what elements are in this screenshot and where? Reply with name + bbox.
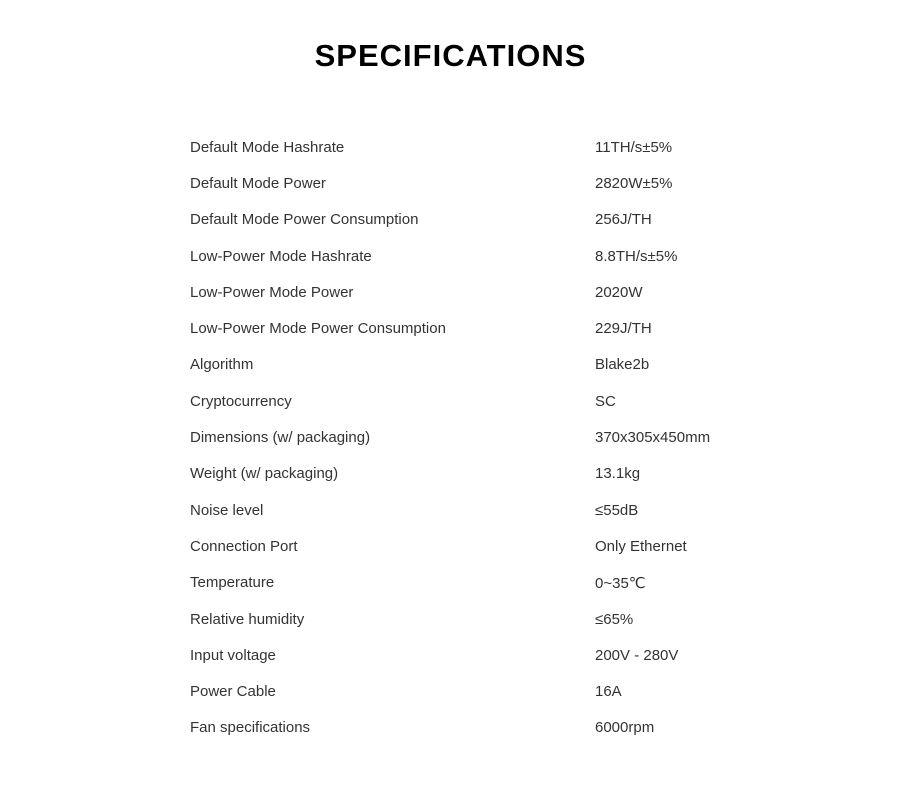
spec-label: Algorithm [190, 356, 254, 374]
specifications-table-body [190, 129, 750, 746]
spec-label: Input voltage [190, 646, 276, 664]
spec-row-relative-humidity [190, 601, 750, 637]
spec-label: Dimensions (w/ packaging) [190, 429, 371, 447]
spec-label: Cryptocurrency [190, 392, 292, 410]
spec-label: Fan specifications [190, 719, 311, 737]
spec-value: 200V - 280V [595, 646, 679, 664]
spec-value: 0~35℃ [595, 574, 646, 592]
spec-row-noise-level [190, 492, 750, 528]
spec-label: Low-Power Mode Hashrate [190, 247, 372, 265]
spec-value: 2820W±5% [595, 174, 673, 192]
spec-row-input-voltage [190, 637, 750, 673]
spec-label: Default Mode Hashrate [190, 138, 345, 156]
spec-row-connection-port [190, 528, 750, 564]
spec-label: Power Cable [190, 683, 276, 701]
specifications-table [190, 129, 750, 746]
page-title: SPECIFICATIONS [314, 38, 587, 73]
spec-label: Relative humidity [190, 610, 305, 628]
spec-row-default-mode-power [190, 165, 750, 201]
spec-label: Weight (w/ packaging) [190, 465, 339, 483]
spec-value: 256J/TH [595, 211, 652, 229]
spec-value: 8.8TH/s±5% [595, 247, 678, 265]
spec-row-low-power-mode-hashrate [190, 238, 750, 274]
spec-value: 229J/TH [595, 320, 652, 338]
spec-value: Blake2b [595, 356, 650, 374]
spec-value: ≤55dB [595, 501, 639, 519]
spec-value: 13.1kg [595, 465, 641, 483]
spec-value: 370x305x450mm [595, 429, 711, 447]
spec-row-dimensions [190, 419, 750, 455]
spec-row-weight [190, 456, 750, 492]
spec-value: 16A [595, 683, 622, 701]
spec-label: Temperature [190, 574, 275, 592]
spec-value: Only Ethernet [595, 537, 687, 555]
spec-row-power-cable [190, 673, 750, 709]
spec-label: Connection Port [190, 537, 298, 555]
spec-value: 2020W [595, 283, 643, 301]
spec-row-low-power-mode-power-consumption [190, 310, 750, 346]
spec-row-fan-specifications [190, 710, 750, 746]
spec-value: SC [595, 392, 616, 410]
spec-row-cryptocurrency [190, 383, 750, 419]
spec-row-low-power-mode-power [190, 274, 750, 310]
spec-label: Default Mode Power Consumption [190, 211, 419, 229]
spec-label: Low-Power Mode Power Consumption [190, 320, 446, 338]
spec-label: Low-Power Mode Power [190, 283, 354, 301]
spec-row-default-mode-hashrate [190, 129, 750, 165]
spec-label: Default Mode Power [190, 174, 326, 192]
spec-value: 6000rpm [595, 719, 655, 737]
spec-row-default-mode-power-consumption [190, 202, 750, 238]
spec-value: 11TH/s±5% [595, 138, 673, 156]
spec-value: ≤65% [595, 610, 634, 628]
spec-label: Noise level [190, 501, 264, 519]
spec-row-temperature [190, 565, 750, 601]
spec-row-algorithm [190, 347, 750, 383]
